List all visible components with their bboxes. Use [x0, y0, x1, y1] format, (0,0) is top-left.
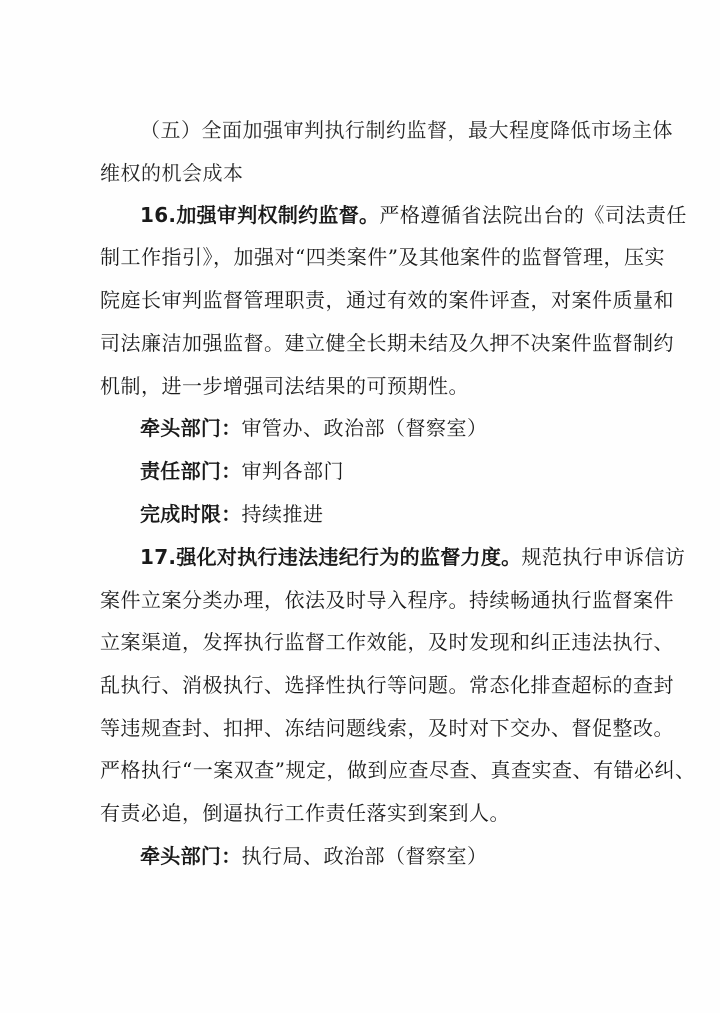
section-5-heading-line-2: 维权的机会成本 [100, 161, 244, 185]
item-16-line-5: 机制，进一步增强司法结果的可预期性。 [100, 374, 469, 398]
item-16-resp-dept [140, 457, 645, 485]
item-17-text-1: 规范执行申诉信访 [521, 545, 686, 569]
item-17-line-2: 案件立案分类办理，依法及时导入程序。持续畅通执行监督案件 [100, 588, 674, 612]
lead-dept-value: 执行局、政治部（督察室） [241, 844, 488, 868]
item-16-heading: 16.加强审判权制约监督。 [140, 203, 380, 227]
item-17-line-5: 等违规查封、扣押、冻结问题线索，及时对下交办、督促整改。 [100, 716, 674, 740]
item-16-line-3: 院庭长审判监督管理职责，通过有效的案件评查，对案件质量和 [100, 288, 674, 312]
section-5-heading-line-1: （五）全面加强审判执行制约监督，最大程度降低市场主体 [140, 118, 673, 142]
deadline-label: 完成时限： [140, 502, 242, 526]
resp-dept-label: 责任部门： [140, 459, 242, 483]
item-17-heading: 17.强化对执行违法违纪行为的监督力度。 [140, 545, 522, 569]
deadline-value: 持续推进 [241, 502, 324, 526]
item-17-line-7: 有责必追，倒逼执行工作责任落实到案到人。 [100, 801, 510, 825]
item-16-line-4: 司法廉洁加强监督。建立健全长期未结及久押不决案件监督制约 [100, 331, 674, 355]
item-16-text-1: 严格遵循省法院出台的《司法责任 [379, 203, 687, 227]
item-16-deadline [140, 500, 645, 528]
item-17-line-1 [140, 543, 686, 571]
lead-dept-label: 牵头部门： [140, 416, 242, 440]
item-17-line-3: 立案渠道，发挥执行监督工作效能，及时发现和纠正违法执行、 [100, 630, 674, 654]
item-16-lead-dept [140, 414, 645, 442]
item-17-lead-dept [140, 842, 645, 870]
item-16-line-2: 制工作指引》，加强对“四类案件”及其他案件的监督管理，压实 [100, 245, 665, 269]
item-16-line-1 [140, 201, 687, 229]
lead-dept-value: 审管办、政治部（督察室） [241, 416, 488, 440]
lead-dept-label: 牵头部门： [140, 844, 242, 868]
item-17-line-6: 严格执行“一案双查”规定，做到应查尽查、真查实查、有错必纠、 [100, 758, 696, 782]
item-17-line-4: 乱执行、消极执行、选择性执行等问题。常态化排查超标的查封 [100, 673, 674, 697]
resp-dept-value: 审判各部门 [241, 459, 344, 483]
